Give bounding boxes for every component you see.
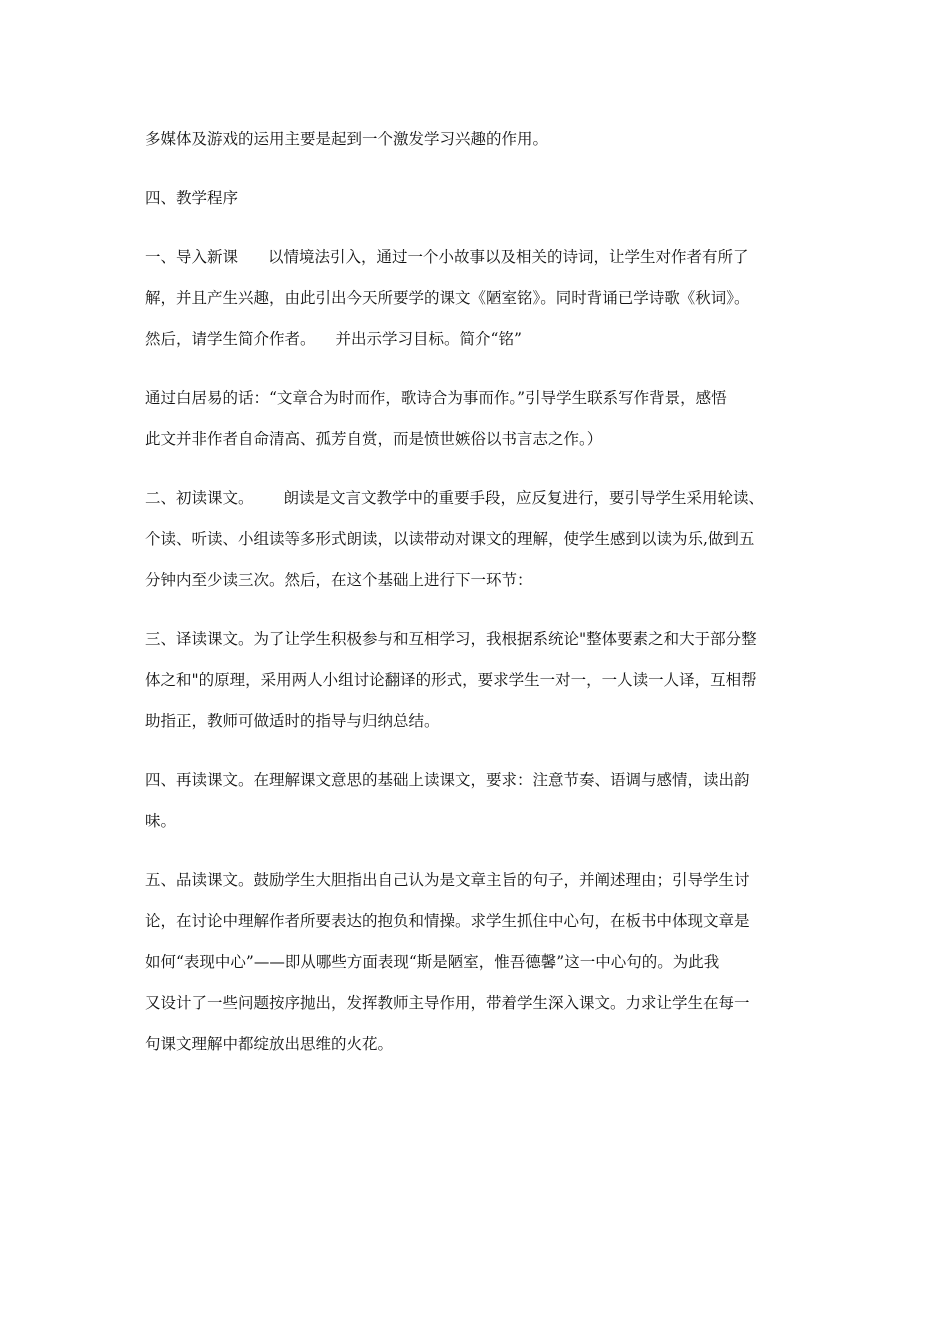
paragraph-re-reading [145, 760, 810, 842]
text-line: 个读、听读、小组读等多形式朗读，以读带动对课文的理解，使学生感到以读为乐,做到五 [145, 530, 755, 548]
text-line: 四、教学程序 [145, 189, 239, 207]
text-line: 体之和"的原理，采用两人小组讨论翻译的形式，要求学生一对一，一人读一人译，互相帮 [145, 671, 757, 689]
step-heading: 一、导入新课 [145, 248, 239, 266]
text-line: 论，在讨论中理解作者所要表达的抱负和情操。求学生抓住中心句，在板书中体现文章是 [145, 912, 750, 930]
paragraph-introduction [145, 237, 810, 360]
step-heading: 二、初读课文。 [145, 489, 254, 507]
text-line: 多媒体及游戏的运用主要是起到一个激发学习兴趣的作用。 [145, 130, 549, 148]
document-body [145, 119, 810, 1083]
text-line: 味。 [145, 812, 177, 830]
text-line: 五、品读课文。鼓励学生大胆指出自己认为是文章主旨的句子，并阐述理由；引导学生讨 [145, 871, 750, 889]
text-line: 如何“表现中心”——即从哪些方面表现“斯是陋室，惟吾德馨”这一中心句的。为此我 [145, 953, 720, 971]
text-line: 又设计了一些问题按序抛出，发挥教师主导作用，带着学生深入课文。力求让学生在每一 [145, 994, 750, 1012]
text-line: 然后，请学生简介作者。 并出示学习目标。简介“铭” [145, 330, 522, 348]
text-line: 解，并且产生兴趣，由此引出今天所要学的课文《陋室铭》。同时背诵已学诗歌《秋词》。 [145, 289, 750, 307]
text-line: 二、初读课文。 朗读是文言文教学中的重要手段，应反复进行，要引导学生采用轮读、 [145, 489, 765, 507]
paragraph-appreciation-reading [145, 860, 810, 1065]
text-line: 通过白居易的话：“文章合为时而作，歌诗合为事而作。”引导学生联系写作背景，感悟 [145, 389, 727, 407]
text-line: 此文并非作者自命清高、孤芳自赏，而是愤世嫉俗以书言志之作。） [145, 430, 603, 448]
section-heading-teaching-procedure [145, 178, 810, 219]
paragraph-translation-reading [145, 619, 810, 742]
text-line: 分钟内至少读三次。然后，在这个基础上进行下一环节： [145, 571, 533, 589]
paragraph-bai-juyi-quote [145, 378, 810, 460]
text-line: 三、译读课文。为了让学生积极参与和互相学习，我根据系统论"整体要素之和大于部分整 [145, 630, 757, 648]
text-line: 助指正，教师可做适时的指导与归纳总结。 [145, 712, 440, 730]
paragraph-first-reading [145, 478, 810, 601]
text-line: 四、再读课文。在理解课文意思的基础上读课文，要求：注意节奏、语调与感情，读出韵 [145, 771, 750, 789]
paragraph-multimedia [145, 119, 810, 160]
text-line: 一、导入新课 以情境法引入，通过一个小故事以及相关的诗词，让学生对作者有所了 [145, 248, 749, 266]
text-line: 句课文理解中都绽放出思维的火花。 [145, 1035, 394, 1053]
